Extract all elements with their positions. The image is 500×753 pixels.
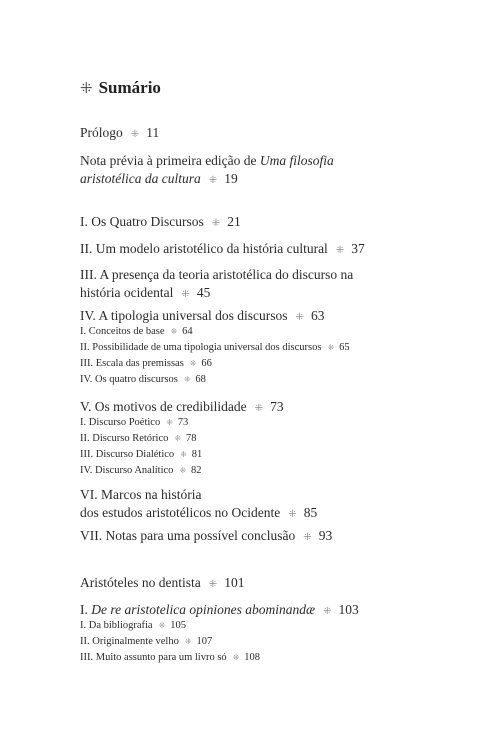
entry-page: 101	[224, 575, 245, 590]
entry-latin-title: De re aristotelica opiniones abominandæ	[91, 602, 315, 617]
subentry-page: 68	[195, 374, 206, 385]
toc-subentry[interactable]	[80, 432, 196, 446]
toc-entry-de-re[interactable]	[80, 601, 359, 621]
entry-page: 103	[338, 602, 359, 617]
toc-subentry[interactable]	[80, 619, 186, 633]
subentry-page: 65	[339, 342, 350, 353]
toc-entry-chapter-6[interactable]	[80, 486, 317, 524]
entry-label: Aristóteles no dentista	[80, 575, 201, 590]
toc-entry-dentista[interactable]	[80, 574, 244, 594]
toc-subentry[interactable]	[80, 357, 212, 371]
toc-subentry[interactable]	[80, 651, 260, 665]
entry-page: 63	[310, 308, 325, 323]
toc-subentry[interactable]	[80, 416, 188, 430]
toc-subentry[interactable]	[80, 325, 193, 339]
toc-entry-chapter-3[interactable]	[80, 266, 353, 304]
separator-icon: ⁜	[179, 466, 187, 475]
toc-entry-prologo[interactable]	[80, 124, 159, 144]
entry-page: 37	[351, 241, 365, 256]
entry-label: II. Um modelo aristotélico da história cultural	[80, 241, 328, 256]
subentry-page: 73	[177, 417, 189, 428]
separator-icon: ⁜	[180, 450, 187, 459]
entry-page: 19	[224, 171, 238, 186]
separator-icon: ⁜	[211, 218, 221, 229]
separator-icon: ⁜	[232, 653, 240, 662]
subentry-label: III. Muito assunto para um livro só	[80, 652, 227, 663]
entry-book-title-cont: aristotélica da cultura	[80, 171, 201, 186]
subentry-page: 107	[196, 636, 213, 647]
subentry-label: IV. Os quatro discursos	[80, 374, 178, 385]
separator-icon: ⁜	[189, 359, 197, 368]
separator-icon: ⁜	[174, 434, 181, 443]
toc-entry-nota-previa[interactable]	[80, 152, 334, 190]
subentry-page: 108	[244, 652, 261, 663]
entry-label: IV. A tipologia universal dos discursos	[80, 308, 288, 323]
entry-label: VI. Marcos na história	[80, 487, 202, 502]
separator-icon: ⁜	[254, 403, 264, 414]
entry-page: 93	[318, 528, 333, 543]
toc-entry-chapter-1[interactable]	[80, 213, 241, 233]
subentry-page: 64	[182, 326, 193, 337]
separator-icon: ⁜	[295, 312, 304, 323]
separator-icon: ⁜	[158, 621, 166, 630]
entry-page: 45	[196, 285, 211, 300]
entry-label-cont: história ocidental	[80, 285, 174, 300]
subentry-label: I. Da bibliografia	[80, 620, 153, 631]
separator-icon: ⁜	[327, 343, 335, 352]
separator-icon: ⁜	[288, 509, 297, 520]
subentry-page: 66	[201, 358, 212, 369]
separator-icon: ⁜	[322, 606, 332, 617]
entry-label-cont: dos estudos aristotélicos no Ocidente	[80, 505, 281, 520]
subentry-label: III. Discurso Dialético	[80, 449, 175, 460]
entry-label: Nota prévia à primeira edição de	[80, 153, 260, 168]
entry-page: 21	[227, 214, 241, 229]
toc-subentry[interactable]	[80, 464, 202, 478]
separator-icon: ⁜	[303, 532, 312, 543]
subentry-page: 78	[185, 433, 197, 444]
subentry-label: II. Originalmente velho	[80, 636, 179, 647]
toc-entry-chapter-2[interactable]	[80, 240, 365, 260]
subentry-label: IV. Discurso Analítico	[80, 465, 174, 476]
toc-entry-chapter-5[interactable]	[80, 398, 284, 418]
entry-label: I.	[80, 602, 92, 617]
page-title: Sumário	[98, 78, 161, 97]
subentry-page: 81	[191, 449, 203, 460]
separator-icon: ⁜	[208, 175, 218, 186]
toc-subentry[interactable]	[80, 341, 350, 355]
subentry-label: III. Escala das premissas	[80, 358, 184, 369]
toc-subentry[interactable]	[80, 373, 206, 387]
subentry-label: II. Possibilidade de uma tipologia universal dos discursos	[80, 342, 322, 353]
entry-page: 73	[270, 399, 284, 414]
separator-icon: ⁜	[184, 637, 192, 646]
separator-icon: ⁜	[335, 245, 345, 256]
separator-icon: ⁜	[166, 418, 173, 427]
subentry-label: I. Conceitos de base	[80, 326, 165, 337]
subentry-label: I. Discurso Poético	[80, 417, 161, 428]
entry-label: I. Os Quatro Discursos	[80, 214, 204, 229]
entry-label: Prólogo	[80, 125, 123, 140]
toc-subentry[interactable]	[80, 448, 202, 462]
separator-icon: ⁜	[208, 579, 218, 590]
separator-icon: ⁜	[183, 375, 191, 384]
subentry-page: 82	[191, 465, 202, 476]
entry-page: 11	[146, 125, 160, 140]
ornament-icon: ⁜	[80, 80, 93, 97]
toc-subentry[interactable]	[80, 635, 212, 649]
entry-label: VII. Notas para uma possível conclusão	[80, 528, 296, 543]
separator-icon: ⁜	[170, 327, 178, 336]
subentry-label: II. Discurso Retórico	[80, 433, 169, 444]
entry-label: V. Os motivos de credibilidade	[80, 399, 247, 414]
toc-entry-chapter-7[interactable]	[80, 527, 332, 547]
separator-icon: ⁜	[181, 289, 190, 300]
subentry-page: 105	[170, 620, 186, 631]
entry-label: III. A presença da teoria aristotélica do discurso na	[80, 267, 354, 282]
entry-book-title: Uma filosofia	[259, 153, 334, 168]
entry-page: 85	[303, 505, 318, 520]
toc-entry-chapter-4[interactable]	[80, 307, 324, 327]
toc-heading	[80, 78, 161, 98]
separator-icon: ⁜	[130, 129, 140, 140]
